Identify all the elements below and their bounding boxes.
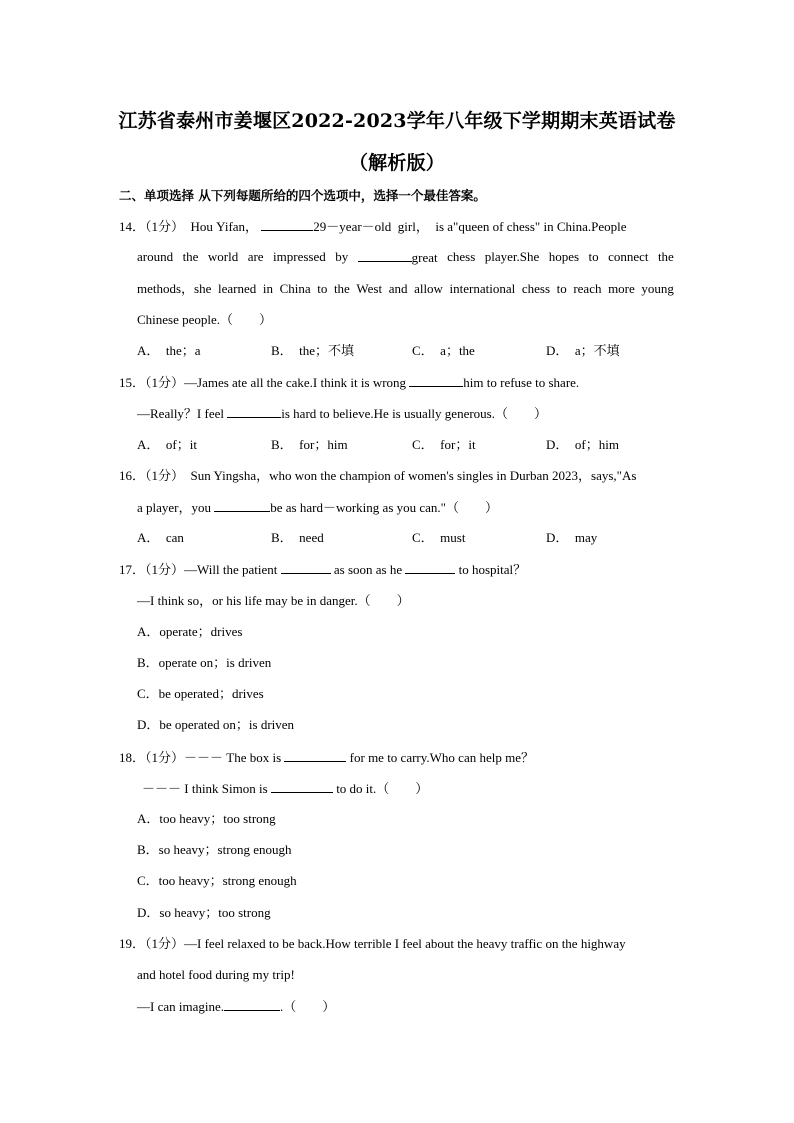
- answer-blank: [224, 998, 280, 1011]
- answer-blank: [358, 249, 412, 262]
- question-number: 16．（1分）: [119, 468, 185, 483]
- question-14-line-2: around the world are impressed by great chess player.She hopes to connect the: [137, 249, 674, 265]
- question-18-option-d[interactable]: D．so heavy；too strong: [137, 905, 271, 920]
- question-17-option-d[interactable]: D．be operated on；is driven: [137, 717, 295, 732]
- question-14-line-3: methods，she learned in China to the West and allow international chess to reach more young: [137, 281, 674, 296]
- section-heading: 二、单项选择 从下列每题所给的四个选项中，选择一个最佳答案。: [119, 188, 486, 203]
- option-b[interactable]: B． for；him: [271, 437, 348, 452]
- option-a[interactable]: A． can: [137, 530, 184, 545]
- option-d[interactable]: D． of；him: [546, 437, 619, 452]
- question-19-line-3: —I can imagine. .（ ）: [137, 999, 336, 1014]
- answer-blank: [284, 749, 346, 762]
- question-number: 19．（1分）: [119, 936, 185, 951]
- option-b[interactable]: B． need: [271, 530, 324, 545]
- option-c[interactable]: C． for；it: [412, 437, 476, 452]
- option-a[interactable]: A． the；a: [137, 343, 201, 358]
- question-17-line-2: —I think so，or his life may be in danger.（ ）: [137, 593, 410, 608]
- answer-blank: [271, 780, 333, 793]
- answer-blank: [281, 561, 331, 574]
- document-subtitle: （解析版）: [348, 152, 445, 174]
- question-16-line-1: 16．（1分） Sun Yingsha，who won the champion of women's singles in Durban 2023，says,"As: [119, 468, 637, 483]
- question-18-option-c[interactable]: C．too heavy；strong enough: [137, 873, 297, 888]
- answer-blank: [261, 218, 313, 231]
- question-19-line-1: 19．（1分）—I feel relaxed to be back.How terrible I feel about the heavy traffic on the highway: [119, 936, 626, 951]
- answer-blank: [227, 405, 281, 418]
- question-18-option-a[interactable]: A．too heavy；too strong: [137, 811, 276, 826]
- question-number: 15．（1分）: [119, 375, 185, 390]
- question-17-option-b[interactable]: B．operate on；is driven: [137, 655, 272, 670]
- question-14-line-1: 14．（1分） Hou Yifan， 29－year－old girl， is a"queen of chess" in China.People: [119, 219, 627, 234]
- question-18-line-1: 18．（1分）－－－ The box is for me to carry.Who can help me？: [119, 750, 534, 765]
- answer-blank: [409, 374, 463, 387]
- question-17-option-c[interactable]: C．be operated；drives: [137, 686, 264, 701]
- question-19-line-2: and hotel food during my trip!: [137, 967, 295, 982]
- question-18-line-2: －－－ I think Simon is to do it.（ ）: [142, 781, 429, 796]
- question-15-line-1: 15．（1分）—James ate all the cake.I think it is wrong him to refuse to share.: [119, 375, 580, 390]
- option-c[interactable]: C． must: [412, 530, 466, 545]
- question-18-option-b[interactable]: B．so heavy；strong enough: [137, 842, 292, 857]
- option-c[interactable]: C． a；the: [412, 343, 475, 358]
- question-17-option-a[interactable]: A．operate；drives: [137, 624, 243, 639]
- question-number: 14．（1分）: [119, 219, 185, 234]
- question-14-line-4: Chinese people.（ ）: [137, 312, 273, 327]
- question-16-line-2: a player，you be as hard－working as you can."（ ）: [137, 500, 498, 515]
- question-17-line-1: 17．（1分）—Will the patient as soon as he to hospital？: [119, 562, 527, 577]
- question-number: 18．（1分）: [119, 750, 185, 765]
- question-number: 17．（1分）: [119, 562, 185, 577]
- option-d[interactable]: D． a；不填: [546, 343, 620, 358]
- question-15-line-2: —Really？I feel is hard to believe.He is usually generous.（ ）: [137, 406, 547, 421]
- answer-blank: [405, 561, 455, 574]
- option-d[interactable]: D． may: [546, 530, 598, 545]
- option-b[interactable]: B． the；不填: [271, 343, 355, 358]
- option-a[interactable]: A． of；it: [137, 437, 197, 452]
- answer-blank: [214, 499, 270, 512]
- document-title: 江苏省泰州市姜堰区2022-2023学年八年级下学期期末英语试卷: [118, 110, 676, 132]
